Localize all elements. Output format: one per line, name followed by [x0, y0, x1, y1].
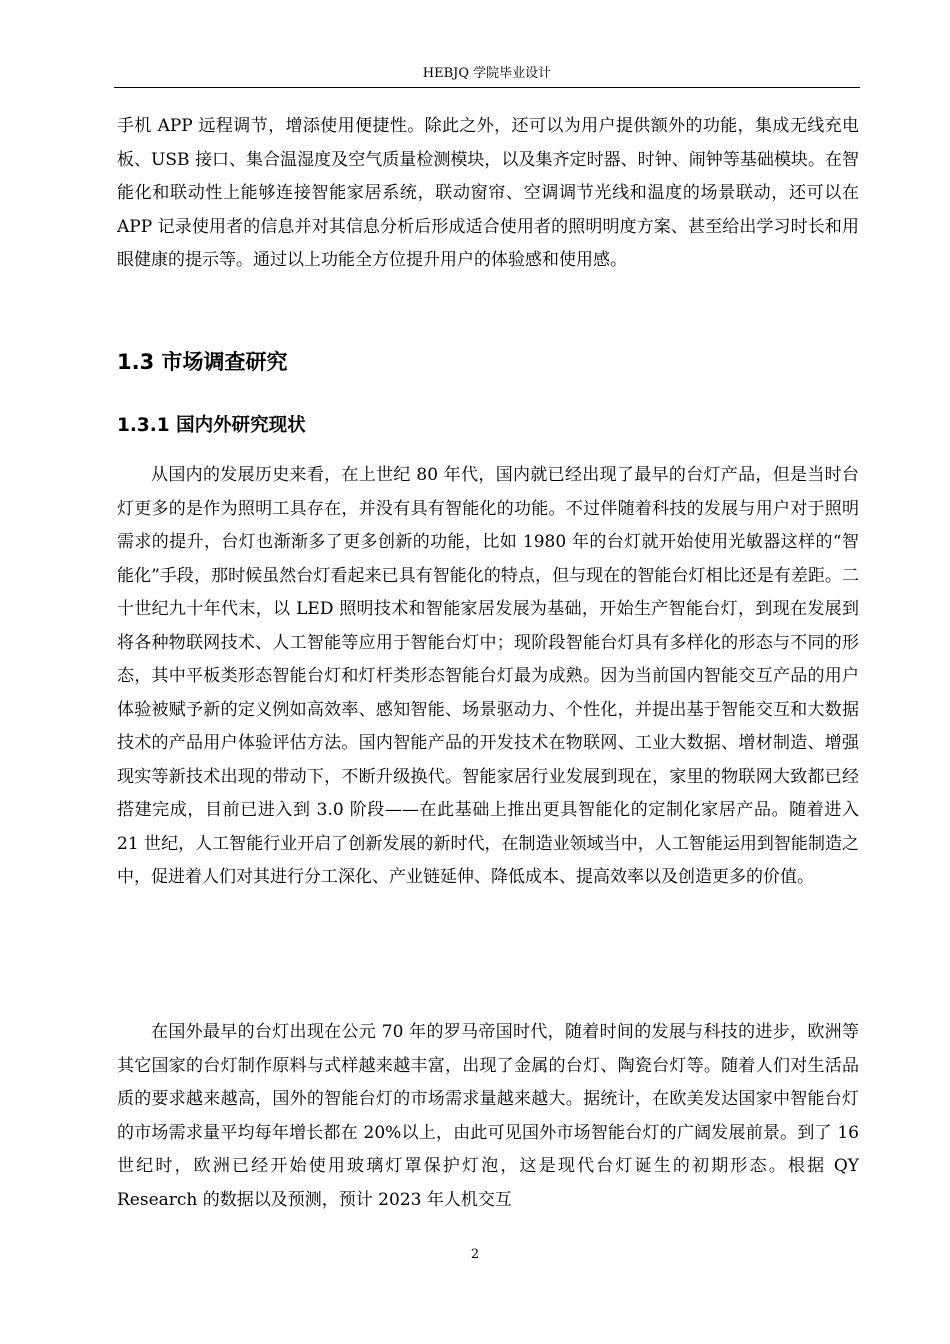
section-heading: 1.3 市场调查研究 [117, 350, 288, 374]
header-divider [114, 87, 860, 88]
page-number: 2 [470, 1247, 480, 1262]
body-paragraph-intro-continued: 手机 APP 远程调节，增添使用便捷性。除此之外，还可以为用户提供额外的功能，集成无线充电板、USB 接口、集合温湿度及空气质量检测模块，以及集齐定时器、时钟、闹钟等基础模块。在智能化和联动性上能够连接智能家居系统，联动窗帘、空调调节光线和温度的场景联动，还可以在 APP 记录使用者的信息并对其信息分析后形成适合使用者的照明明度方案、甚至给出学习时长和用眼健康的提示等。通过以上功能全方位提升用户的体验感和使用感。 [117, 116, 859, 270]
running-header: HEBJQ 学院毕业设计 [422, 66, 552, 81]
subsection-heading: 1.3.1 国内外研究现状 [117, 415, 306, 436]
body-paragraph-domestic: 从国内的发展历史来看，在上世纪 80 年代，国内就已经出现了最早的台灯产品，但是当时台灯更多的是作为照明工具存在，并没有具有智能化的功能。不过伴随着科技的发展与用户对于照明需求的提升，台灯也渐渐多了更多创新的功能，比如 1980 年的台灯就开始使用光敏器这样的“智能化”手段，那时候虽然台灯看起来已具有智能化的特点，但与现在的智能台灯相比还是有差距。二十世纪九十年代末，以 LED 照明技术和智能家居发展为基础，开始生产智能台灯，到现在发展到将各种物联网技术、人工智能等应用于智能台灯中；现阶段智能台灯具有多样化的形态与不同的形态，其中平板类形态智能台灯和灯杆类形态智能台灯最为成熟。因为当前国内智能交互产品的用户体验被赋予新的定义例如高效率、感知智能、场景驱动力、个性化，并提出基于智能交互和大数据技术的产品用户体验评估方法。国内智能产品的开发技术在物联网、工业大数据、增材制造、增强现实等新技术出现的带动下，不断升级换代。智能家居行业发展到现在，家里的物联网大致都已经搭建完成，目前已进入到 3.0 阶段——在此基础上推出更具智能化的定制化家居产品。随着进入 21 世纪，人工智能行业开启了创新发展的新时代，在制造业领域当中，人工智能运用到智能制造之中，促进着人们对其进行分工深化、产业链延伸、降低成本、提高效率以及创造更多的价值。 [117, 465, 859, 887]
body-paragraph-foreign: 在国外最早的台灯出现在公元 70 年的罗马帝国时代，随着时间的发展与科技的进步，欧洲等其它国家的台灯制作原料与式样越来越丰富，出现了金属的台灯、陶瓷台灯等。随着人们对生活品质的要求越来越高，国外的智能台灯的市场需求量越来越大。据统计，在欧美发达国家中智能台灯的市场需求量平均每年增长都在 20%以上，由此可见国外市场智能台灯的广阔发展前景。到了 16 世纪时，欧洲已经开始使用玻璃灯罩保护灯泡，这是现代台灯诞生的初期形态。根据 QY Research 的数据以及预测，预计 2023 年人机交互 [117, 1022, 859, 1210]
